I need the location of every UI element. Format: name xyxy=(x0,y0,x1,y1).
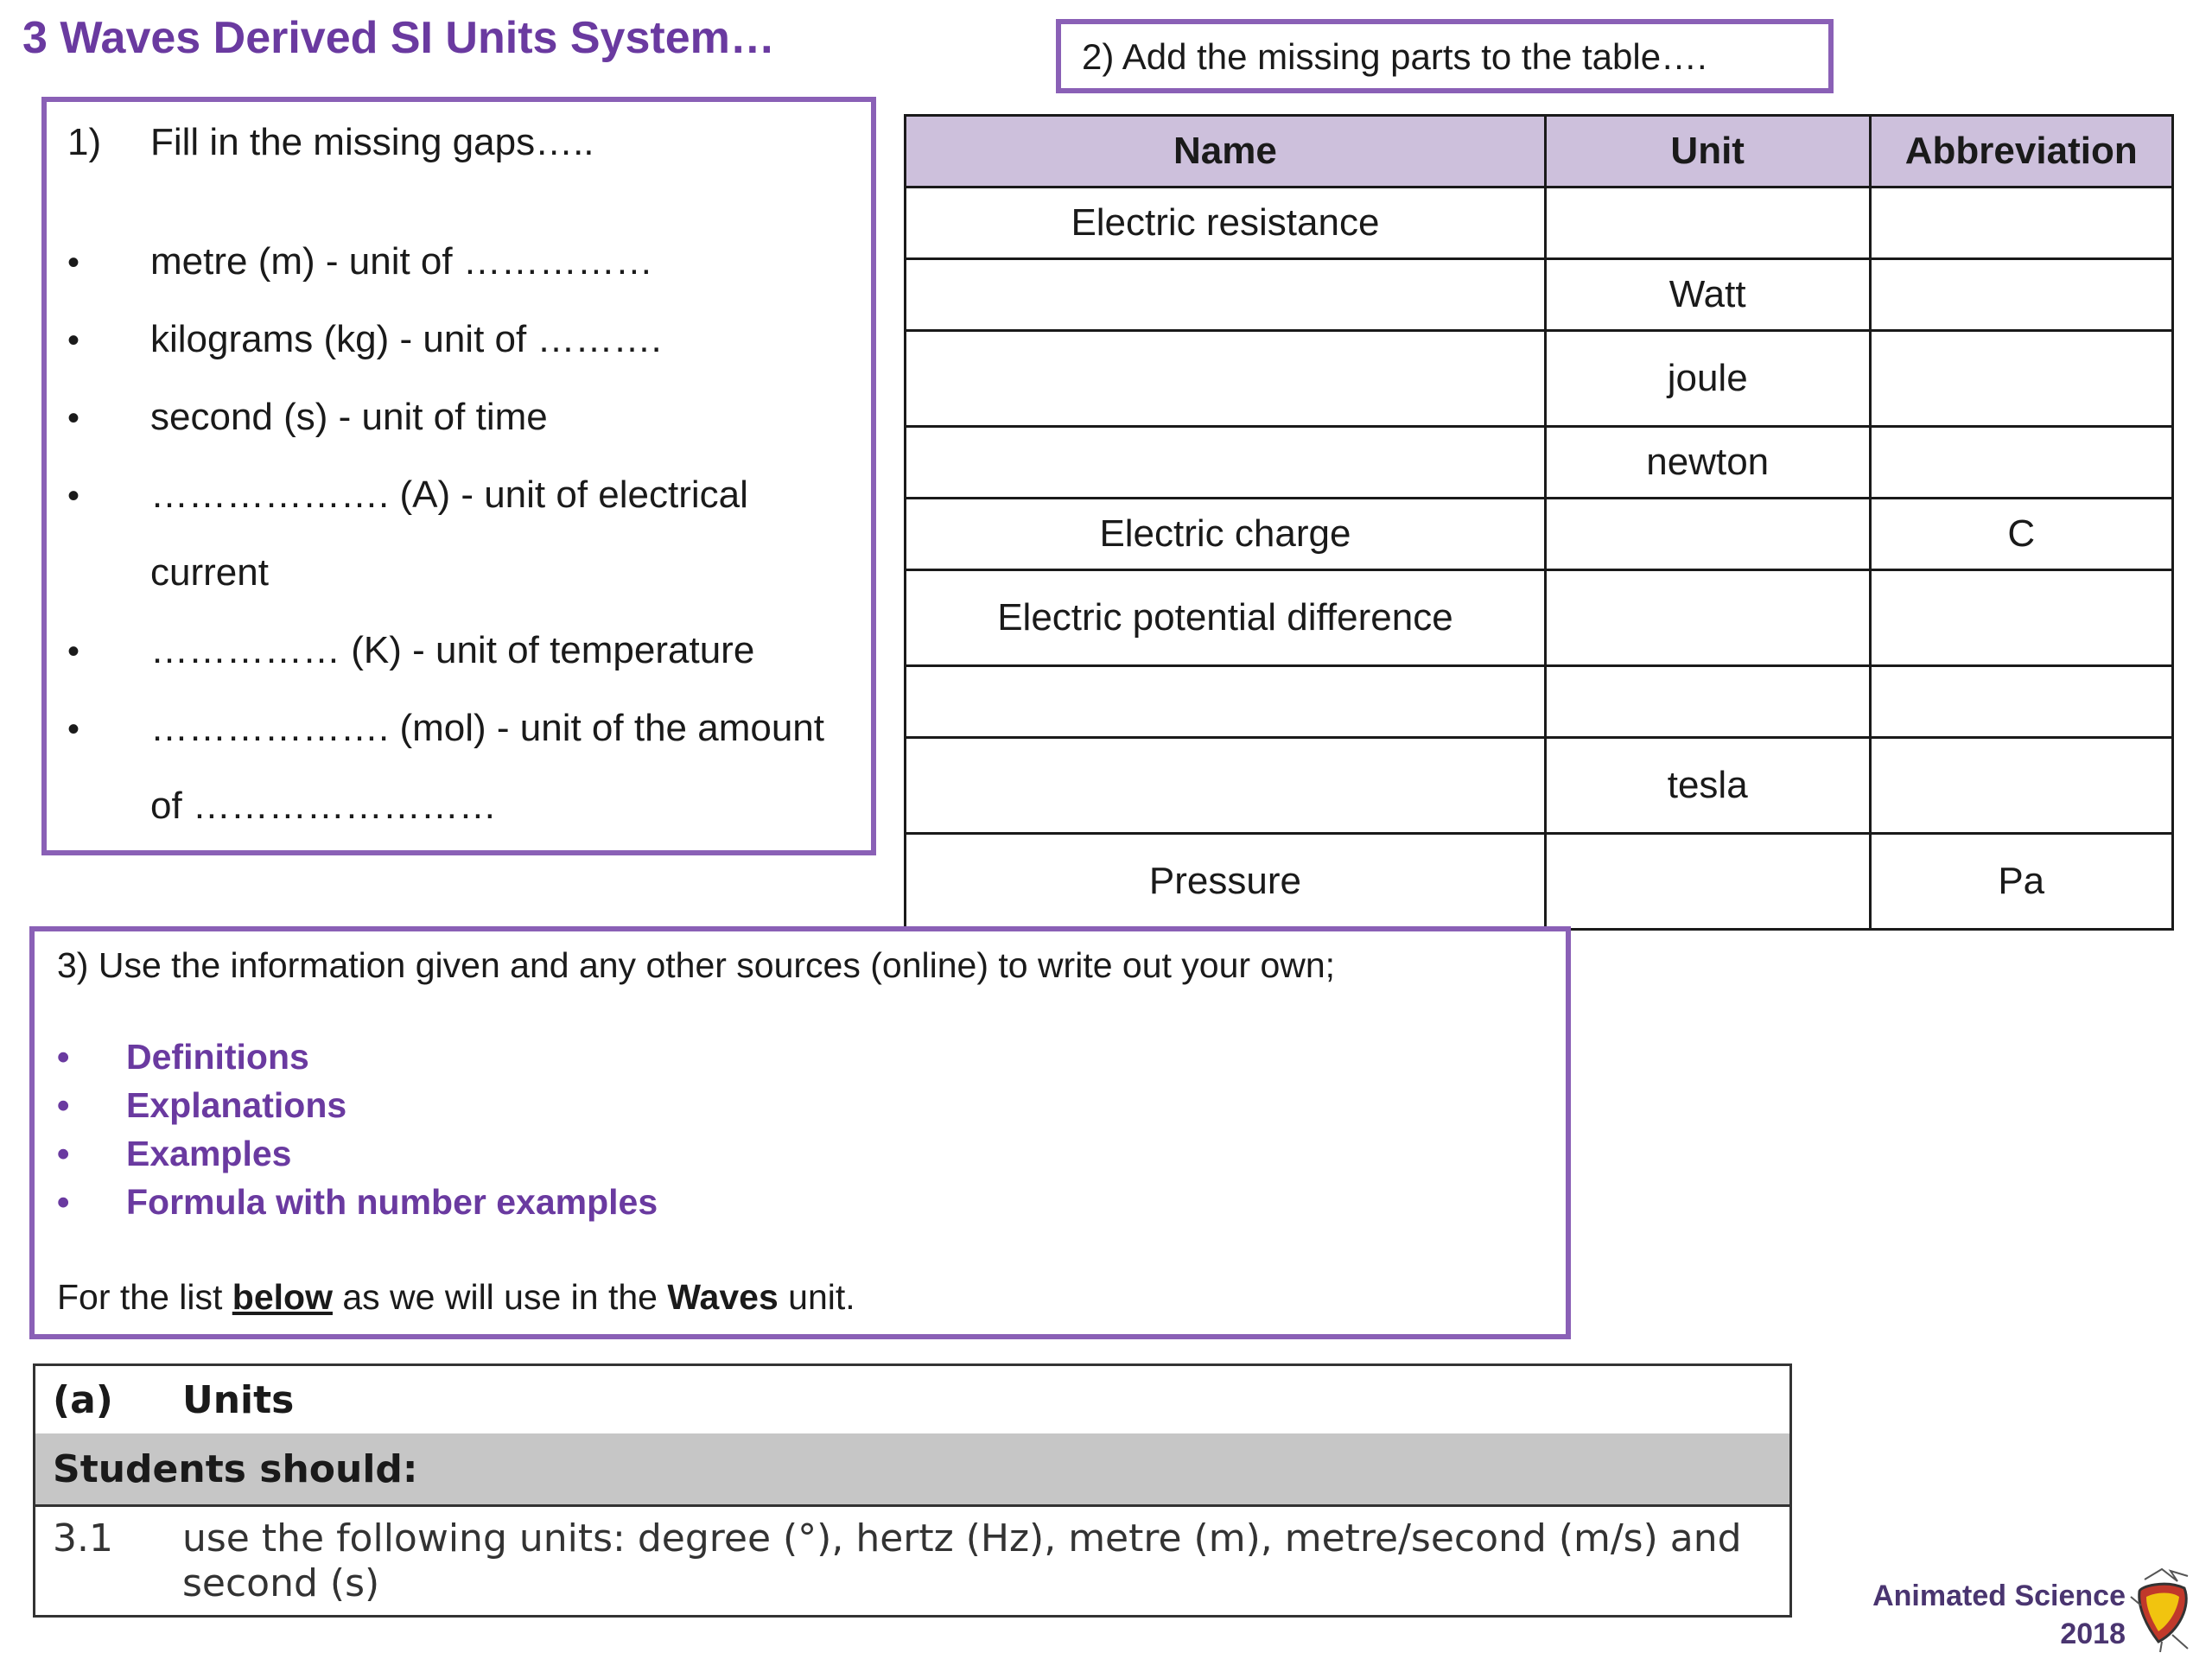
unit-cell[interactable] xyxy=(1545,666,1870,738)
unit-cell[interactable] xyxy=(1545,570,1870,666)
name-cell[interactable] xyxy=(906,331,1546,427)
fill-gaps-number: 1) xyxy=(67,121,102,163)
footer-text: For the list xyxy=(57,1277,232,1317)
table-row xyxy=(906,570,2173,666)
name-cell[interactable]: Pressure xyxy=(906,834,1546,930)
abbreviation-cell[interactable]: C xyxy=(1870,499,2173,570)
footer-brand-name: Animated Science xyxy=(1872,1580,2126,1612)
fill-gaps-title: Fill in the missing gaps….. xyxy=(150,121,594,163)
footer-text: unit. xyxy=(778,1277,855,1317)
unit-cell[interactable]: joule xyxy=(1545,331,1870,427)
abbreviation-cell[interactable]: Pa xyxy=(1870,834,2173,930)
spec-students-row xyxy=(35,1433,1789,1507)
footer-text: as we will use in the xyxy=(332,1277,668,1317)
fill-gaps-item-text: kilograms (kg) - unit of ………. xyxy=(150,318,662,360)
fill-gaps-item xyxy=(67,707,824,750)
unit-cell[interactable]: Watt xyxy=(1545,259,1870,331)
name-cell[interactable]: Electric potential difference xyxy=(906,570,1546,666)
name-cell[interactable] xyxy=(906,738,1546,834)
units-table xyxy=(904,114,2174,931)
table-row xyxy=(906,188,2173,259)
table-instruction-box: 2) Add the missing parts to the table…. xyxy=(1056,19,1834,93)
bullet: • xyxy=(67,477,80,515)
bullet: • xyxy=(57,1085,70,1125)
name-cell[interactable] xyxy=(906,666,1546,738)
bullet: • xyxy=(67,321,80,359)
bullet: • xyxy=(57,1134,70,1173)
fill-gaps-item xyxy=(67,396,548,439)
column-header-abbreviation: Abbreviation xyxy=(1870,116,2173,188)
bullet: • xyxy=(67,710,80,748)
table-row xyxy=(906,666,2173,738)
abbreviation-cell[interactable] xyxy=(1870,259,2173,331)
spec-section-row xyxy=(35,1366,1789,1436)
footer-below-emphasis: below xyxy=(232,1277,333,1317)
students-should-label: Students should: xyxy=(53,1447,418,1491)
research-intro: 3) Use the information given and any other sources (online) to write out your own; xyxy=(57,945,1336,985)
page-title: 3 Waves Derived SI Units System… xyxy=(22,13,775,63)
research-item xyxy=(57,1182,658,1223)
research-item-label: Formula with number examples xyxy=(126,1182,658,1222)
fill-gaps-header xyxy=(67,121,594,164)
bullet: • xyxy=(67,399,80,437)
spec-item-number: 3.1 xyxy=(53,1516,113,1560)
unit-cell[interactable]: tesla xyxy=(1545,738,1870,834)
fill-gaps-item xyxy=(67,318,662,361)
fill-gaps-item-continuation: of …………………… xyxy=(150,785,497,827)
fill-gaps-item xyxy=(67,474,748,517)
fill-gaps-item-continuation: current xyxy=(150,551,269,594)
name-cell[interactable]: Electric resistance xyxy=(906,188,1546,259)
spec-section-label: (a) xyxy=(53,1378,113,1422)
fill-gaps-item-text: ………………. (mol) - unit of the amount xyxy=(150,707,824,749)
research-footer xyxy=(57,1277,855,1318)
research-item xyxy=(57,1134,291,1174)
column-header-name: Name xyxy=(906,116,1546,188)
fill-gaps-item xyxy=(67,240,653,283)
research-item-label: Examples xyxy=(126,1134,292,1173)
name-cell[interactable] xyxy=(906,427,1546,499)
table-row xyxy=(906,331,2173,427)
animated-science-logo-icon xyxy=(2127,1562,2200,1654)
table-header-row xyxy=(906,116,2173,188)
fill-gaps-item xyxy=(67,629,754,672)
bullet: • xyxy=(57,1182,70,1222)
abbreviation-cell[interactable] xyxy=(1870,666,2173,738)
fill-gaps-item-text: metre (m) - unit of …………… xyxy=(150,240,653,283)
table-row xyxy=(906,738,2173,834)
bullet: • xyxy=(57,1037,70,1077)
research-item xyxy=(57,1037,309,1077)
bullet: • xyxy=(67,244,80,282)
research-item-label: Definitions xyxy=(126,1037,309,1077)
footer-year: 2018 xyxy=(2060,1618,2126,1650)
abbreviation-cell[interactable] xyxy=(1870,738,2173,834)
unit-cell[interactable]: newton xyxy=(1545,427,1870,499)
fill-gaps-box xyxy=(41,97,876,855)
name-cell[interactable] xyxy=(906,259,1546,331)
abbreviation-cell[interactable] xyxy=(1870,570,2173,666)
name-cell[interactable]: Electric charge xyxy=(906,499,1546,570)
fill-gaps-item-text: …………… (K) - unit of temperature xyxy=(150,629,755,671)
footer-waves-emphasis: Waves xyxy=(667,1277,779,1317)
fill-gaps-item-text: second (s) - unit of time xyxy=(150,396,548,438)
unit-cell[interactable] xyxy=(1545,188,1870,259)
abbreviation-cell[interactable] xyxy=(1870,188,2173,259)
research-instructions-box xyxy=(29,926,1571,1339)
column-header-unit: Unit xyxy=(1545,116,1870,188)
table-row xyxy=(906,834,2173,930)
specification-table xyxy=(33,1363,1792,1618)
spec-section-title: Units xyxy=(182,1378,295,1422)
unit-cell[interactable] xyxy=(1545,499,1870,570)
spec-item-text: use the following units: degree (°), hertz (Hz), metre (m), metre/second (m/s) and second (s) xyxy=(182,1516,1742,1605)
table-row xyxy=(906,259,2173,331)
bullet: • xyxy=(67,632,80,671)
spec-item-row xyxy=(35,1504,1789,1615)
table-row xyxy=(906,499,2173,570)
research-item-label: Explanations xyxy=(126,1085,347,1125)
abbreviation-cell[interactable] xyxy=(1870,331,2173,427)
research-item xyxy=(57,1085,346,1126)
fill-gaps-item-text: ………………. (A) - unit of electrical xyxy=(150,474,748,516)
unit-cell[interactable] xyxy=(1545,834,1870,930)
abbreviation-cell[interactable] xyxy=(1870,427,2173,499)
table-row xyxy=(906,427,2173,499)
